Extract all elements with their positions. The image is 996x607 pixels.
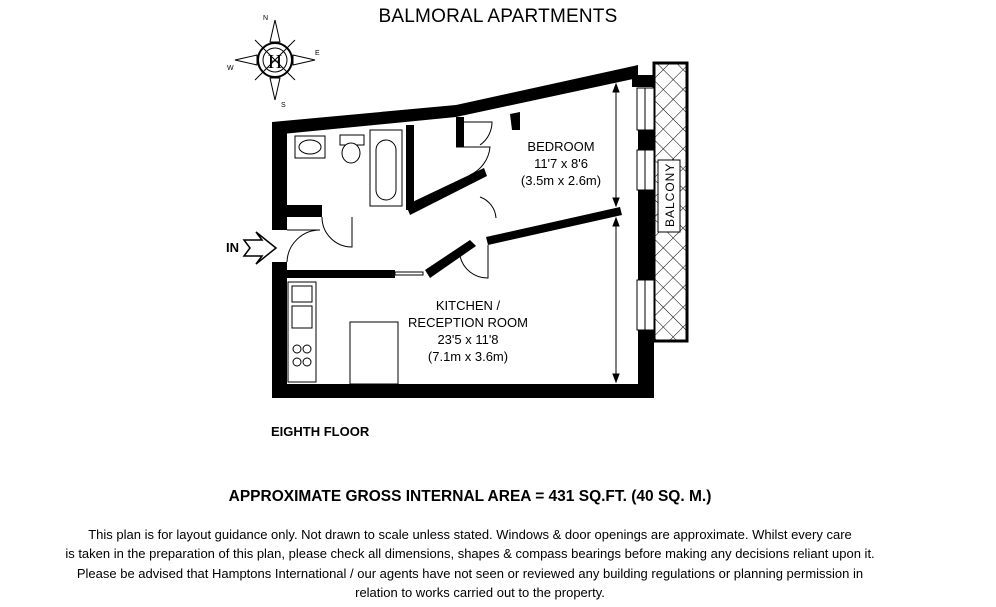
dimension-lines <box>613 84 619 382</box>
kitchen-label <box>398 297 538 365</box>
disclaimer-line-4: relation to works carried out to the property. <box>355 585 605 600</box>
entrance-arrow-icon <box>244 232 276 264</box>
gross-area: APPROXIMATE GROSS INTERNAL AREA = 431 SQ.FT. (40 SQ. M.) <box>228 488 712 505</box>
disclaimer-line-3: Please be advised that Hamptons International / our agents have not seen or reviewed any building regulations or planning permission in <box>76 566 864 581</box>
compass-north: N <box>263 15 269 22</box>
floor-label: EIGHTH FLOOR <box>271 424 370 439</box>
compass-south: S <box>281 102 286 109</box>
disclaimer-line-1: This plan is for layout guidance only. Not drawn to scale unless stated. Windows & door openings are approximate. Whilst every care <box>88 527 852 542</box>
compass-east: E <box>315 50 320 57</box>
balcony <box>654 63 687 341</box>
compass-west: W <box>227 65 234 72</box>
bedroom-dims-imperial: 11'7 x 8'6 <box>534 156 588 171</box>
compass-letter: H <box>267 51 283 73</box>
balcony-text: BALCONY <box>663 162 677 227</box>
bedroom-label <box>506 138 616 189</box>
disclaimer-line-2: is taken in the preparation of this plan, please check all dimensions, shapes & compass bearings before making any decisions reliant upon it. <box>65 546 875 561</box>
kitchen-name-line2: RECEPTION ROOM <box>408 315 528 330</box>
entrance-label: IN <box>226 240 239 255</box>
interior-walls <box>287 112 622 278</box>
kitchen-name-line1: KITCHEN / <box>435 298 501 313</box>
compass-icon <box>227 15 320 109</box>
kitchen-dims-imperial: 23'5 x 11'8 <box>437 332 499 347</box>
bedroom-name: BEDROOM <box>527 139 595 154</box>
bathroom-fixtures <box>295 130 402 206</box>
plan-title: BALMORAL APARTMENTS <box>378 6 618 27</box>
kitchen-dims-metric: (7.1m x 3.6m) <box>427 349 509 364</box>
bedroom-dims-metric: (3.5m x 2.6m) <box>520 173 602 188</box>
